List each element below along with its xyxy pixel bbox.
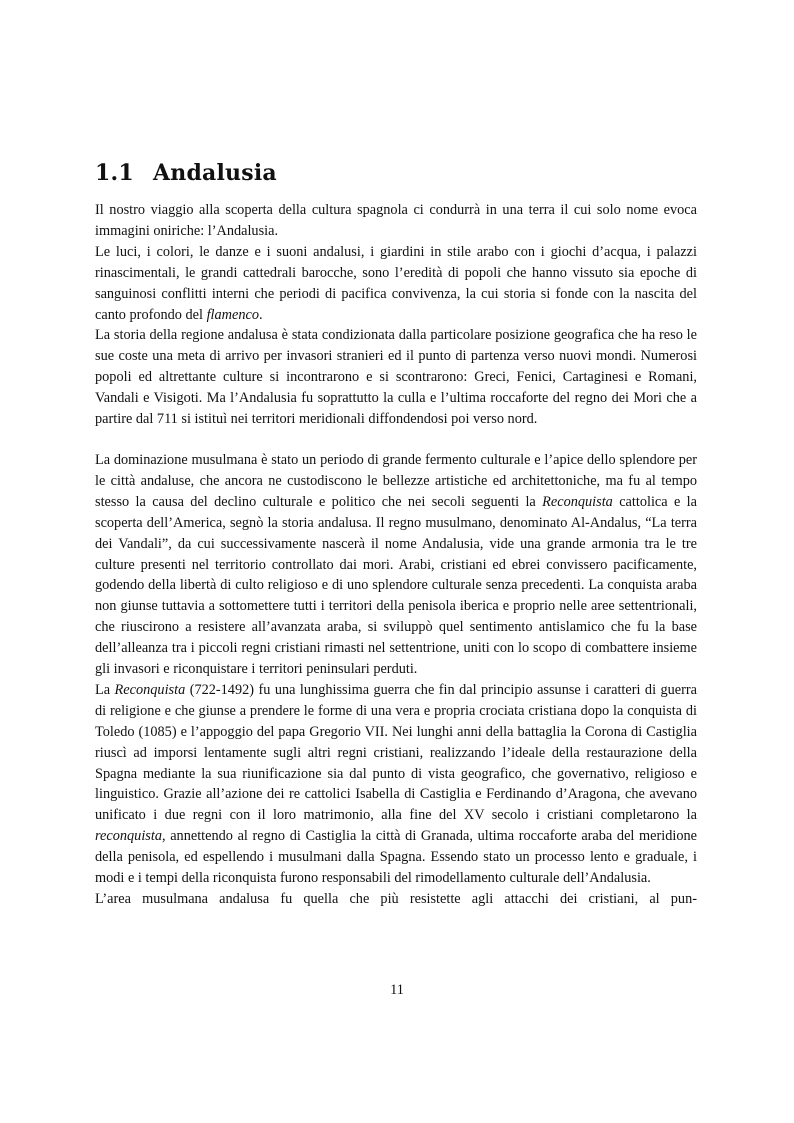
section-number: 1.1 (95, 160, 134, 186)
paragraph-text: L’area musulmana andalusa fu quella che più resistette agli attacchi dei cristiani, al pun- (95, 891, 697, 907)
paragraph-text: . (258, 306, 263, 323)
paragraph (95, 680, 697, 889)
paragraph (95, 200, 697, 242)
paragraph-text: Le luci, i colori, le danze e i suoni andalusi, i giardini in stile arabo con i giochi d’acqua, i palazzi rinascimentali, le grandi cattedrali barocche, sono l’eredità di popoli che hanno vissuto sia epoche di sanguinosi conflitti interni che periodi di pacifica convivenza, la cui storia si fonde con la nascita del canto profondo del (95, 243, 697, 323)
paragraph (95, 325, 697, 430)
page-number: 11 (390, 982, 404, 998)
paragraph-text: La storia della regione andalusa è stata condizionata dalla particolare posizione geografica che ha reso le sue coste una meta di arrivo per invasori stranieri ed il punto di partenza verso nuovi mondi. Numerosi popoli ed altrettante culture si incontrarono e si scontrarono: Greci, Fenici, Cartaginesi e Romani, Vandali e Visigoti. Ma l’Andalusia fu soprattutto la culla e l’ultima roccaforte del regno dei Mori che a partire dal 711 si istituì nei territori meridionali diffondendosi poi verso nord. (95, 327, 697, 428)
page-body (95, 160, 697, 910)
paragraph (95, 889, 697, 910)
paragraph-container (95, 200, 697, 910)
section-heading (95, 160, 697, 186)
paragraph-text: La dominazione musulmana è stato un periodo di grande fermento culturale e l’apice dello splendore per le città andaluse, che ancora ne custodiscono le bellezze artistiche ed architettoniche, ma fu al tempo stesso la causa del declino culturale e politico che nei secoli seguenti la (95, 451, 697, 510)
paragraph-text: Il nostro viaggio alla scoperta della cultura spagnola ci condurrà in una terra il cui solo nome evoca immagini oniriche: l’Andalusia. (95, 202, 697, 239)
italic-term: reconquista (95, 828, 162, 845)
italic-term: Reconquista (114, 681, 186, 698)
section-title: Andalusia (153, 160, 277, 186)
paragraph (95, 242, 697, 326)
paragraph-text: cattolica e la scoperta dell’America, segnò la storia andalusa. Il regno musulmano, denominato Al-Andalus, “La terra dei Vandali”, da cui successivamente nascerà il nome Andalusia, vide una grande armonia tra le tre culture presenti nel territorio controllato dai mori. Arabi, cristiani ed ebrei convissero pacificamente, godendo della libertà di culto religioso e di uno splendore culturale senza precedenti. La conquista araba non giunse tuttavia a sottomettere tutti i territori della penisola iberica e proprio nelle aree settentrionali, che riuscirono a resistere all’avanzata araba, si sviluppò quel sentimento antislamico che fu la base dell’alleanza tra i piccoli regni cristiani rimasti nel settentrione, uniti con lo scopo di combattere insieme gli invasori e riconquistare i territori peninsulari perduti. (95, 493, 697, 678)
paragraph-text: (722-1492) fu una lunghissima guerra che fin dal principio assunse i caratteri di guerra di religione e che giunse a prendere le forme di una vera e propria crociata cristiana dopo la conquista di Toledo (1085) e l’appoggio del papa Gregorio VII. Nei lunghi anni della battaglia la Corona di Castiglia riuscì ad imporsi lentamente sugli altri regni cristiani, realizzando l’ideale della restaurazione della Spagna mediante la sua riunificazione sia dal punto di vista geografico, che governativo, religioso e linguistico. Grazie all’azione dei re cattolici Isabella di Castiglia e Ferdinando d’Aragona, che avevano unificato i due regni con il loro matrimonio, alla fine del XV secolo i cristiani completarono la (95, 681, 698, 824)
paragraph-text: La (95, 681, 115, 698)
italic-term: Reconquista (542, 493, 613, 510)
paragraph-gap (95, 430, 697, 450)
italic-term: flamenco (206, 306, 259, 323)
paragraph-text: , annettendo al regno di Castiglia la città di Granada, ultima roccaforte araba del meridione della penisola, ed espellendo i musulmani dalla Spagna. Essendo stato un processo lento e graduale, i modi e i tempi della riconquista furono responsabili del rimodellamento culturale dell’Andalusia. (95, 828, 697, 887)
paragraph (95, 450, 697, 680)
